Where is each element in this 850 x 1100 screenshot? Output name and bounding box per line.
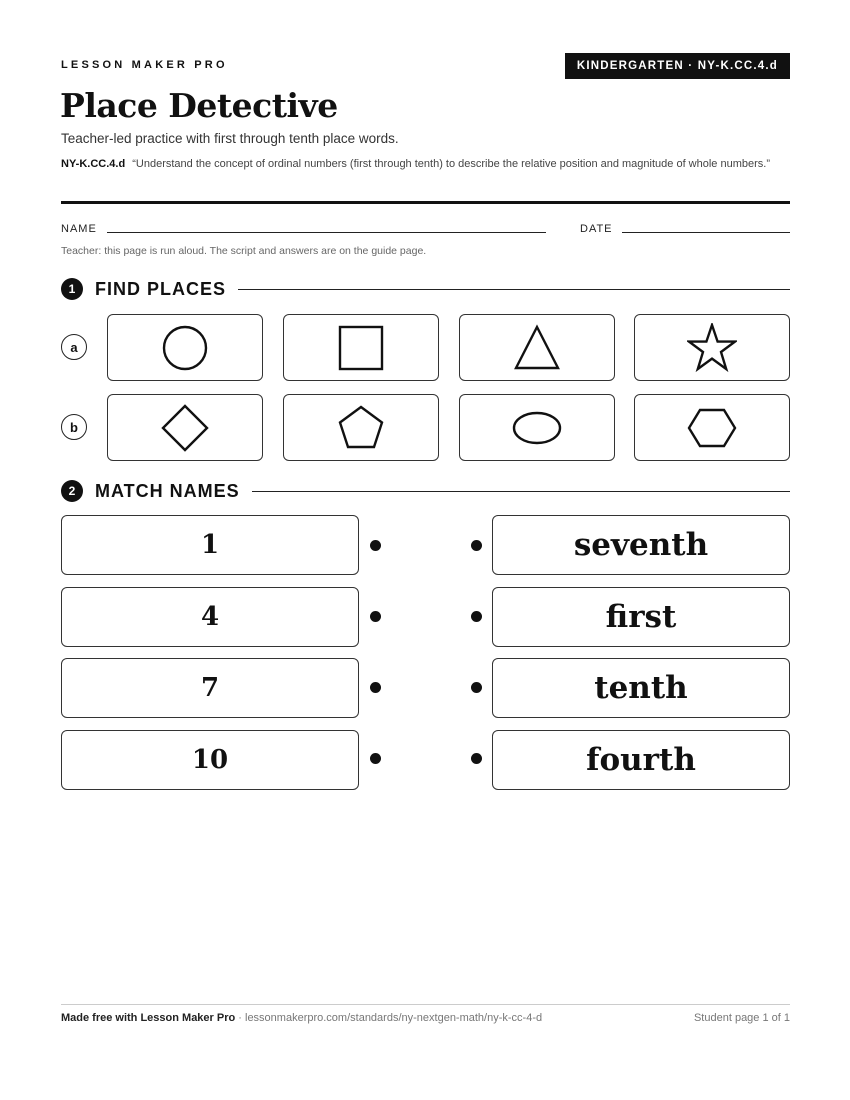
match-dot-right[interactable] — [471, 611, 482, 622]
hexagon-icon — [687, 403, 737, 453]
match-dot-left[interactable] — [370, 540, 381, 551]
match-dot-right[interactable] — [471, 682, 482, 693]
diamond-icon — [160, 403, 210, 453]
date-label: DATE — [580, 223, 613, 235]
footer-credit — [61, 1012, 542, 1024]
number-card: 1 — [61, 515, 359, 575]
standard-code: NY-K.CC.4.d — [61, 158, 126, 170]
pentagon-icon — [336, 403, 386, 453]
match-dot-left[interactable] — [370, 611, 381, 622]
match-dot-left[interactable] — [370, 682, 381, 693]
section-match-names-header — [61, 479, 790, 503]
standard-text: “Understand the concept of ordinal numbers (first through tenth) to describe the relative position and magnitude of whole numbers.” — [132, 158, 770, 170]
section-number-badge: 2 — [61, 480, 83, 502]
footer-divider — [61, 1004, 790, 1005]
shape-card[interactable] — [459, 314, 615, 381]
shape-card[interactable] — [283, 314, 439, 381]
footer-url[interactable]: · lessonmakerpro.com/standards/ny-nextgen-math/ny-k-cc-4-d — [235, 1012, 543, 1024]
section-number-badge: 1 — [61, 278, 83, 300]
row-label-b: b — [61, 414, 87, 440]
date-field[interactable] — [622, 232, 790, 233]
name-label: NAME — [61, 223, 97, 235]
oval-icon — [512, 403, 562, 453]
ordinal-word-card: fourth — [492, 730, 790, 790]
shape-card[interactable] — [107, 394, 263, 461]
circle-icon — [160, 323, 210, 373]
number-card: 7 — [61, 658, 359, 718]
shape-card[interactable] — [634, 314, 790, 381]
star-icon — [687, 323, 737, 373]
grade-standard-badge: KINDERGARTEN · NY-K.CC.4.d — [565, 53, 790, 79]
match-dot-right[interactable] — [471, 540, 482, 551]
ordinal-word-card: first — [492, 587, 790, 647]
match-dot-right[interactable] — [471, 753, 482, 764]
section-rule — [238, 289, 790, 290]
teacher-note: Teacher: this page is run aloud. The script and answers are on the guide page. — [61, 245, 427, 257]
page-title: Place Detective — [60, 86, 338, 125]
triangle-icon — [512, 323, 562, 373]
number-card: 4 — [61, 587, 359, 647]
footer-page-number: Student page 1 of 1 — [693, 1012, 790, 1024]
shape-card[interactable] — [107, 314, 263, 381]
page-subtitle: Teacher-led practice with first through tenth place words. — [61, 131, 399, 146]
brand-name: LESSON MAKER PRO — [61, 59, 228, 71]
match-dot-left[interactable] — [370, 753, 381, 764]
shape-card[interactable] — [459, 394, 615, 461]
header-divider — [61, 201, 790, 204]
shape-card[interactable] — [634, 394, 790, 461]
shape-card[interactable] — [283, 394, 439, 461]
section-find-places-header — [61, 277, 790, 301]
ordinal-word-card: seventh — [492, 515, 790, 575]
ordinal-word-card: tenth — [492, 658, 790, 718]
section-title: MATCH NAMES — [95, 480, 240, 501]
section-title: FIND PLACES — [95, 278, 227, 299]
number-card: 10 — [61, 730, 359, 790]
square-icon — [336, 323, 386, 373]
standard-description — [61, 156, 791, 173]
name-field[interactable] — [107, 232, 546, 233]
footer-made-with: Made free with Lesson Maker Pro — [61, 1012, 236, 1024]
row-label-a: a — [61, 334, 87, 360]
section-rule — [252, 491, 790, 492]
